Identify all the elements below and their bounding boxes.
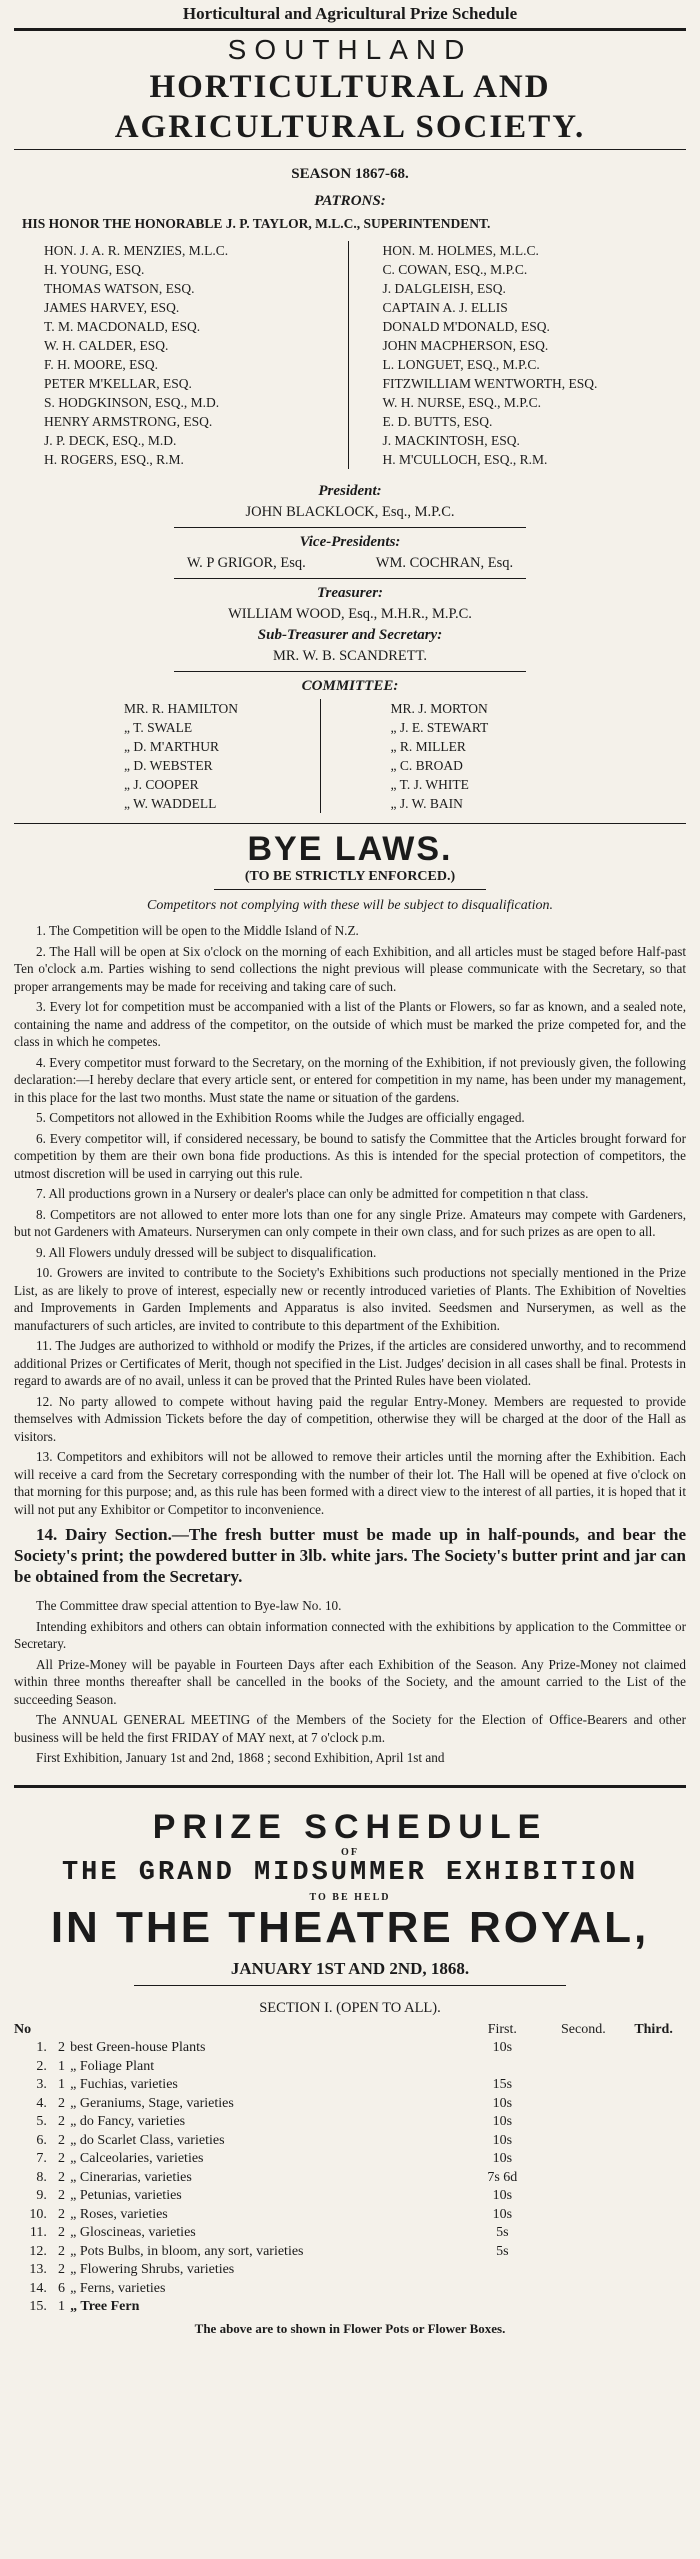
bye-law-dairy: 14. Dairy Section.—The fresh butter must be made up in half-pounds, and bear the Society's print; the powdered butter in 3lb. white jars. The Society's butter print and jar can be obtained from the Secretary.: [14, 1525, 686, 1586]
prize-schedule-title: PRIZE SCHEDULE: [152, 1807, 548, 1846]
committee-right: [321, 699, 587, 813]
exhibition-dates: JANUARY 1ST AND 2ND, 1868.: [230, 1958, 470, 1978]
patron: THOMAS WATSON, ESQ.: [44, 281, 195, 296]
table-row: 3. 1 „ Fuchias, varieties 15s: [36, 2077, 513, 2092]
prize-note: The above are to shown in Flower Pots or Flower Boxes.: [194, 2320, 506, 2336]
committee-member: MR. R. HAMILTON: [124, 701, 239, 716]
rule: [174, 578, 526, 579]
table-row: 14. 6 „ Ferns, varieties: [29, 2280, 166, 2296]
closing-note: Intending exhibitors and others can obtain information connected with the exhibitions by application to the Committee or Secretary.: [14, 1618, 686, 1651]
committee-member: MR. J. MORTON: [390, 701, 488, 716]
patrons-left: [14, 241, 349, 469]
table-row: 5. 2 „ do Fancy, varieties 10s: [36, 2114, 513, 2129]
closing-notes: [14, 1597, 686, 1767]
committee-member: „ T. SWALE: [124, 720, 193, 735]
patron: HENRY ARMSTRONG, ESQ.: [44, 414, 213, 429]
venue-title: IN THE THEATRE ROYAL,: [50, 1902, 650, 1952]
vice-president: WM. COCHRAN, Esq.: [375, 555, 514, 571]
patron: H. M'CULLOCH, ESQ., R.M.: [382, 452, 548, 467]
patron: T. M. MACDONALD, ESQ.: [44, 319, 201, 334]
rule: [214, 889, 486, 890]
header-first: First.: [487, 2021, 517, 2037]
patron: J. MACKINTOSH, ESQ.: [382, 433, 520, 448]
vice-label: Vice-Presidents:: [299, 534, 401, 550]
rule: [174, 527, 526, 528]
rule: [14, 1785, 686, 1788]
table-row: 7. 2 „ Calceolaries, varieties 10s: [36, 2151, 513, 2166]
patron: HON. J. A. R. MENZIES, M.L.C.: [44, 243, 229, 258]
table-row: 8. 2 „ Cinerarias, varieties 7s 6d: [36, 2169, 518, 2185]
patron: S. HODGKINSON, ESQ., M.D.: [44, 395, 220, 410]
rule: [134, 1985, 566, 1986]
patron: F. H. MOORE, ESQ.: [44, 357, 159, 372]
patron: J. DALGLEISH, ESQ.: [382, 281, 506, 296]
prize-table-header: [14, 2021, 686, 2040]
treasurer-label: Treasurer:: [316, 585, 384, 601]
table-row: 15. 1 „ Tree Fern: [29, 2299, 140, 2314]
closing-note: The Committee draw special attention to Bye-law No. 10.: [36, 1598, 342, 1613]
table-row: 10. 2 „ Roses, varieties 10s: [29, 2206, 513, 2222]
subtreasurer: MR. W. B. SCANDRETT.: [272, 648, 428, 664]
committee-member: „ J. W. BAIN: [390, 796, 463, 811]
president-label: President:: [318, 483, 382, 499]
table-row: 6. 2 „ do Scarlet Class, varieties 10s: [36, 2132, 513, 2148]
page-header: Horticultural and Agricultural Prize Schedule: [182, 4, 518, 23]
header-third: Third.: [634, 2021, 673, 2037]
patron: J. P. DECK, ESQ., M.D.: [44, 433, 177, 448]
patron: FITZWILLIAM WENTWORTH, ESQ.: [382, 376, 598, 391]
patrons-right: [349, 241, 687, 469]
of-label: OF: [341, 1846, 359, 1858]
patrons-columns: [14, 241, 686, 469]
table-row: 9. 2 „ Petunias, varieties 10s: [36, 2188, 513, 2203]
treasurer: WILLIAM WOOD, Esq., M.H.R., M.P.C.: [228, 606, 472, 622]
patron: PETER M'KELLAR, ESQ.: [44, 376, 192, 391]
superintendent-line: HIS HONOR THE HONORABLE J. P. TAYLOR, M.L.C., SUPERINTENDENT.: [22, 216, 491, 231]
subtreasurer-label: Sub-Treasurer and Secretary:: [257, 627, 443, 643]
patron: JAMES HARVEY, ESQ.: [44, 300, 180, 315]
exhibition-title: THE GRAND MIDSUMMER EXHIBITION: [61, 1857, 639, 1888]
vice-presidents: [14, 555, 686, 572]
patron: C. COWAN, ESQ., M.P.C.: [382, 262, 528, 277]
rule: [174, 671, 526, 672]
table-row: 4. 2 „ Geraniums, Stage, varieties 10s: [36, 2095, 513, 2111]
president: JOHN BLACKLOCK, Esq., M.P.C.: [245, 504, 455, 520]
section-title: SECTION I. (OPEN TO ALL).: [259, 1999, 441, 2016]
committee-member: „ R. MILLER: [390, 739, 466, 754]
bye-law: 9. All Flowers unduly dressed will be subject to disqualification.: [36, 1244, 377, 1260]
bye-law: 8. Competitors are not allowed to enter more lots than one for any single Prize. Amateurs may compete with Gardeners, but not Gardeners with Amateurs. Nurserymen can only compete in their own class, and for such prizes as are open to all.: [14, 1206, 686, 1239]
closing-note: All Prize-Money will be payable in Fourteen Days after each Exhibition of the Season. Any Prize-Money not claimed within three months thereafter shall be cancelled in the books of the Society, and the amount carried to the List of the succeeding Season.: [14, 1656, 686, 1707]
bye-law: 6. Every competitor will, if considered necessary, be bound to satisfy the Committee that the Articles brought forward for competition by them are their own bona fide productions. As this is intended for the special protection of competitors, the utmost discretion will be used in carrying out this rule.: [14, 1130, 686, 1181]
bye-laws-list: [14, 922, 686, 1587]
committee-member: „ J. COOPER: [124, 777, 199, 792]
patron: E. D. BUTTS, ESQ.: [382, 414, 493, 429]
header-no: No: [14, 2021, 32, 2037]
committee-columns: [124, 699, 586, 813]
season: SEASON 1867-68.: [291, 166, 409, 182]
committee-member: „ J. E. STEWART: [390, 720, 489, 735]
committee-left: [124, 699, 321, 813]
table-row: 13. 2 „ Flowering Shrubs, varieties: [29, 2262, 235, 2277]
committee-member: „ W. WADDELL: [124, 796, 217, 811]
patron: H. ROGERS, ESQ., R.M.: [44, 452, 184, 467]
rule: [14, 823, 686, 824]
patrons-label: PATRONS:: [314, 193, 386, 209]
committee-member: „ T. J. WHITE: [390, 777, 469, 792]
patron: CAPTAIN A. J. ELLIS: [382, 300, 508, 315]
society-title: HORTICULTURAL AND AGRICULTURAL SOCIETY.: [114, 69, 586, 145]
bye-law: 5. Competitors not allowed in the Exhibition Rooms while the Judges are officially engaged.: [36, 1110, 525, 1125]
closing-note: First Exhibition, January 1st and 2nd, 1868 ; second Exhibition, April 1st and: [36, 1750, 445, 1765]
header-second: Second.: [560, 2021, 606, 2037]
patron: DONALD M'DONALD, ESQ.: [382, 319, 550, 334]
committee-member: „ D. M'ARTHUR: [124, 739, 219, 754]
vice-president: W. P GRIGOR, Esq.: [186, 555, 306, 571]
patron: W. H. NURSE, ESQ., M.P.C.: [382, 395, 542, 410]
bye-law: 1. The Competition will be open to the Middle Island of N.Z.: [36, 923, 359, 938]
bye-law: 4. Every competitor must forward to the Secretary, on the morning of the Exhibition, if not previously given, the following declaration:—I hereby declare that every article sent, or entered for competition in my name, has been under my management, in this place for the last two months. Must state the name or situation of the gardens.: [14, 1054, 686, 1105]
patron: L. LONGUET, ESQ., M.P.C.: [382, 357, 540, 372]
bye-law: 10. Growers are invited to contribute to the Society's Exhibitions such productions not specially mentioned in the Prize List, as are likely to prove of interest, especially new or recently introduced varieties of Plants. The Exhibition of Novelties and Improvements in Garden Implements and Apparatus is also invited. Seedsmen and Nurserymen, as well as the manufacturers of such articles, are invited to contribute to this department of the Exhibition.: [14, 1265, 686, 1333]
rule: [14, 149, 686, 150]
committee-label: COMMITTEE:: [301, 678, 399, 694]
patron: JOHN MACPHERSON, ESQ.: [382, 338, 549, 353]
bye-law: 2. The Hall will be open at Six o'clock on the morning of each Exhibition, and all articles must be staged before Half-past Ten o'clock a.m. Parties wishing to send collections the night previous will please communicate with the Secretary, so that proper arrangements may be made for receiving and taking care of such.: [14, 943, 686, 994]
committee-member: „ C. BROAD: [390, 758, 463, 773]
bye-law: 13. Competitors and exhibitors will not be allowed to remove their articles until the morning after the Exhibition. Each will receive a card from the Secretary corresponding with the number of their lot. The Hall will be opened at five o'clock on that morning for this purpose; and, as this rule has been formed with a direct view to the interest of all parties, it is hoped that it will not put any Exhibitor or Competitor to inconvenience.: [14, 1449, 686, 1517]
committee-member: „ D. WEBSTER: [124, 758, 213, 773]
place-title: SOUTHLAND: [227, 34, 473, 65]
bye-law: 11. The Judges are authorized to withhold or modify the Prizes, if the articles are considered unworthy, and to recommend additional Prizes or Certificates of Merit, though not specified in the List. Judges' decision in all cases shall be final. Protests in regard to awards are of no avail, unless it can be proved that the Printed Rules have been violated.: [14, 1338, 686, 1388]
to-be-held-label: TO BE HELD: [309, 1891, 391, 1903]
patron: HON. M. HOLMES, M.L.C.: [382, 243, 539, 258]
bye-laws-title: BYE LAWS.: [247, 830, 453, 868]
table-row: 12. 2 „ Pots Bulbs, in bloom, any sort, varieties 5s: [29, 2243, 509, 2259]
prize-table: [14, 2021, 686, 2317]
rule: [14, 28, 686, 31]
patron: H. YOUNG, ESQ.: [44, 262, 145, 277]
disqualification-notice: Competitors not complying with these will be subject to disqualification.: [147, 898, 553, 913]
patron: W. H. CALDER, ESQ.: [44, 338, 169, 353]
bye-law: 3. Every lot for competition must be accompanied with a list of the Plants or Flowers, so far as known, and a sealed note, containing the name and address of the competitor, on the outside of which must be marked the prize competed for, and the class in which he competes.: [14, 999, 686, 1049]
bye-law: 12. No party allowed to compete without having paid the regular Entry-Money. Members are requested to provide themselves with Admission Tickets before the day of competition, otherwise they will be charged at the door of the Hall as visitors.: [14, 1393, 686, 1444]
table-row: 1. 2 best Green-house Plants 10s: [36, 2040, 513, 2055]
closing-note: The ANNUAL GENERAL MEETING of the Members of the Society for the Election of Office-Bearers and other business will be held the first FRIDAY of MAY next, at 7 o'clock p.m.: [14, 1712, 686, 1745]
table-row: 2. 1 „ Foliage Plant: [36, 2058, 155, 2074]
bye-law: 7. All productions grown in a Nursery or dealer's place can only be admitted for competition n that class.: [36, 1186, 589, 1201]
bye-laws-subtitle: (TO BE STRICTLY ENFORCED.): [244, 869, 456, 884]
table-row: 11. 2 „ Gloscineas, varieties 5s: [29, 2225, 509, 2240]
